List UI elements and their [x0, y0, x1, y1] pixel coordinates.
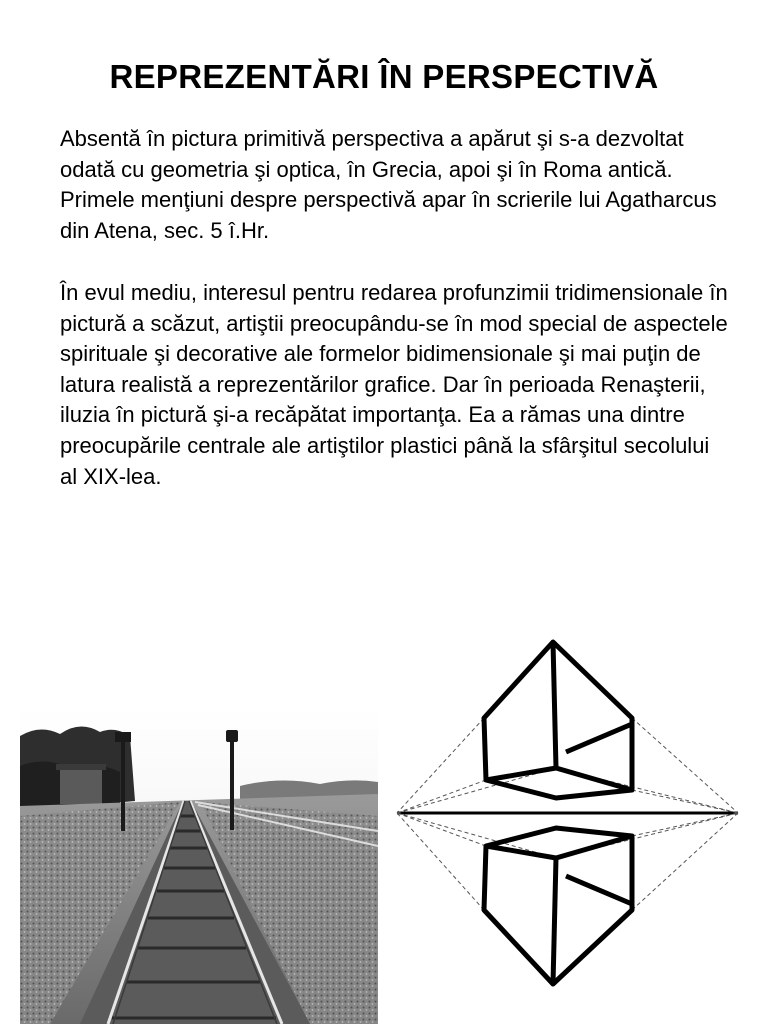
- paragraph-intro: Absentă în pictura primitivă perspectiva a apărut şi s-a dezvoltat odată cu geometria şi optica, în Grecia, apoi şi în Roma antică. Primele menţiuni despre perspectivă apar în scrierile lui Agatharcus din Atena, sec. 5 î.Hr.: [60, 126, 717, 243]
- page-title: REPREZENTĂRI ÎN PERSPECTIVĂ: [109, 58, 659, 95]
- paragraph-history: În evul mediu, interesul pentru redarea profunzimii tridimensionale în pictură a scăzut, artiştii preocupându-se în mod special de aspectele spirituale şi decorative ale formelor bidimensionale şi mai puţin de latura realistă a reprezentărilor grafice. Dar în perioada Renaşterii, iluzia în pictură şi-a recăpătat importanţa. Ea a rămas una dintre preocupările centrale ale artiştilor plastici până la sfârşitul secolului al XIX-lea.: [60, 280, 728, 489]
- perspective-diagram: [392, 632, 742, 990]
- railway-photo: [20, 706, 378, 1024]
